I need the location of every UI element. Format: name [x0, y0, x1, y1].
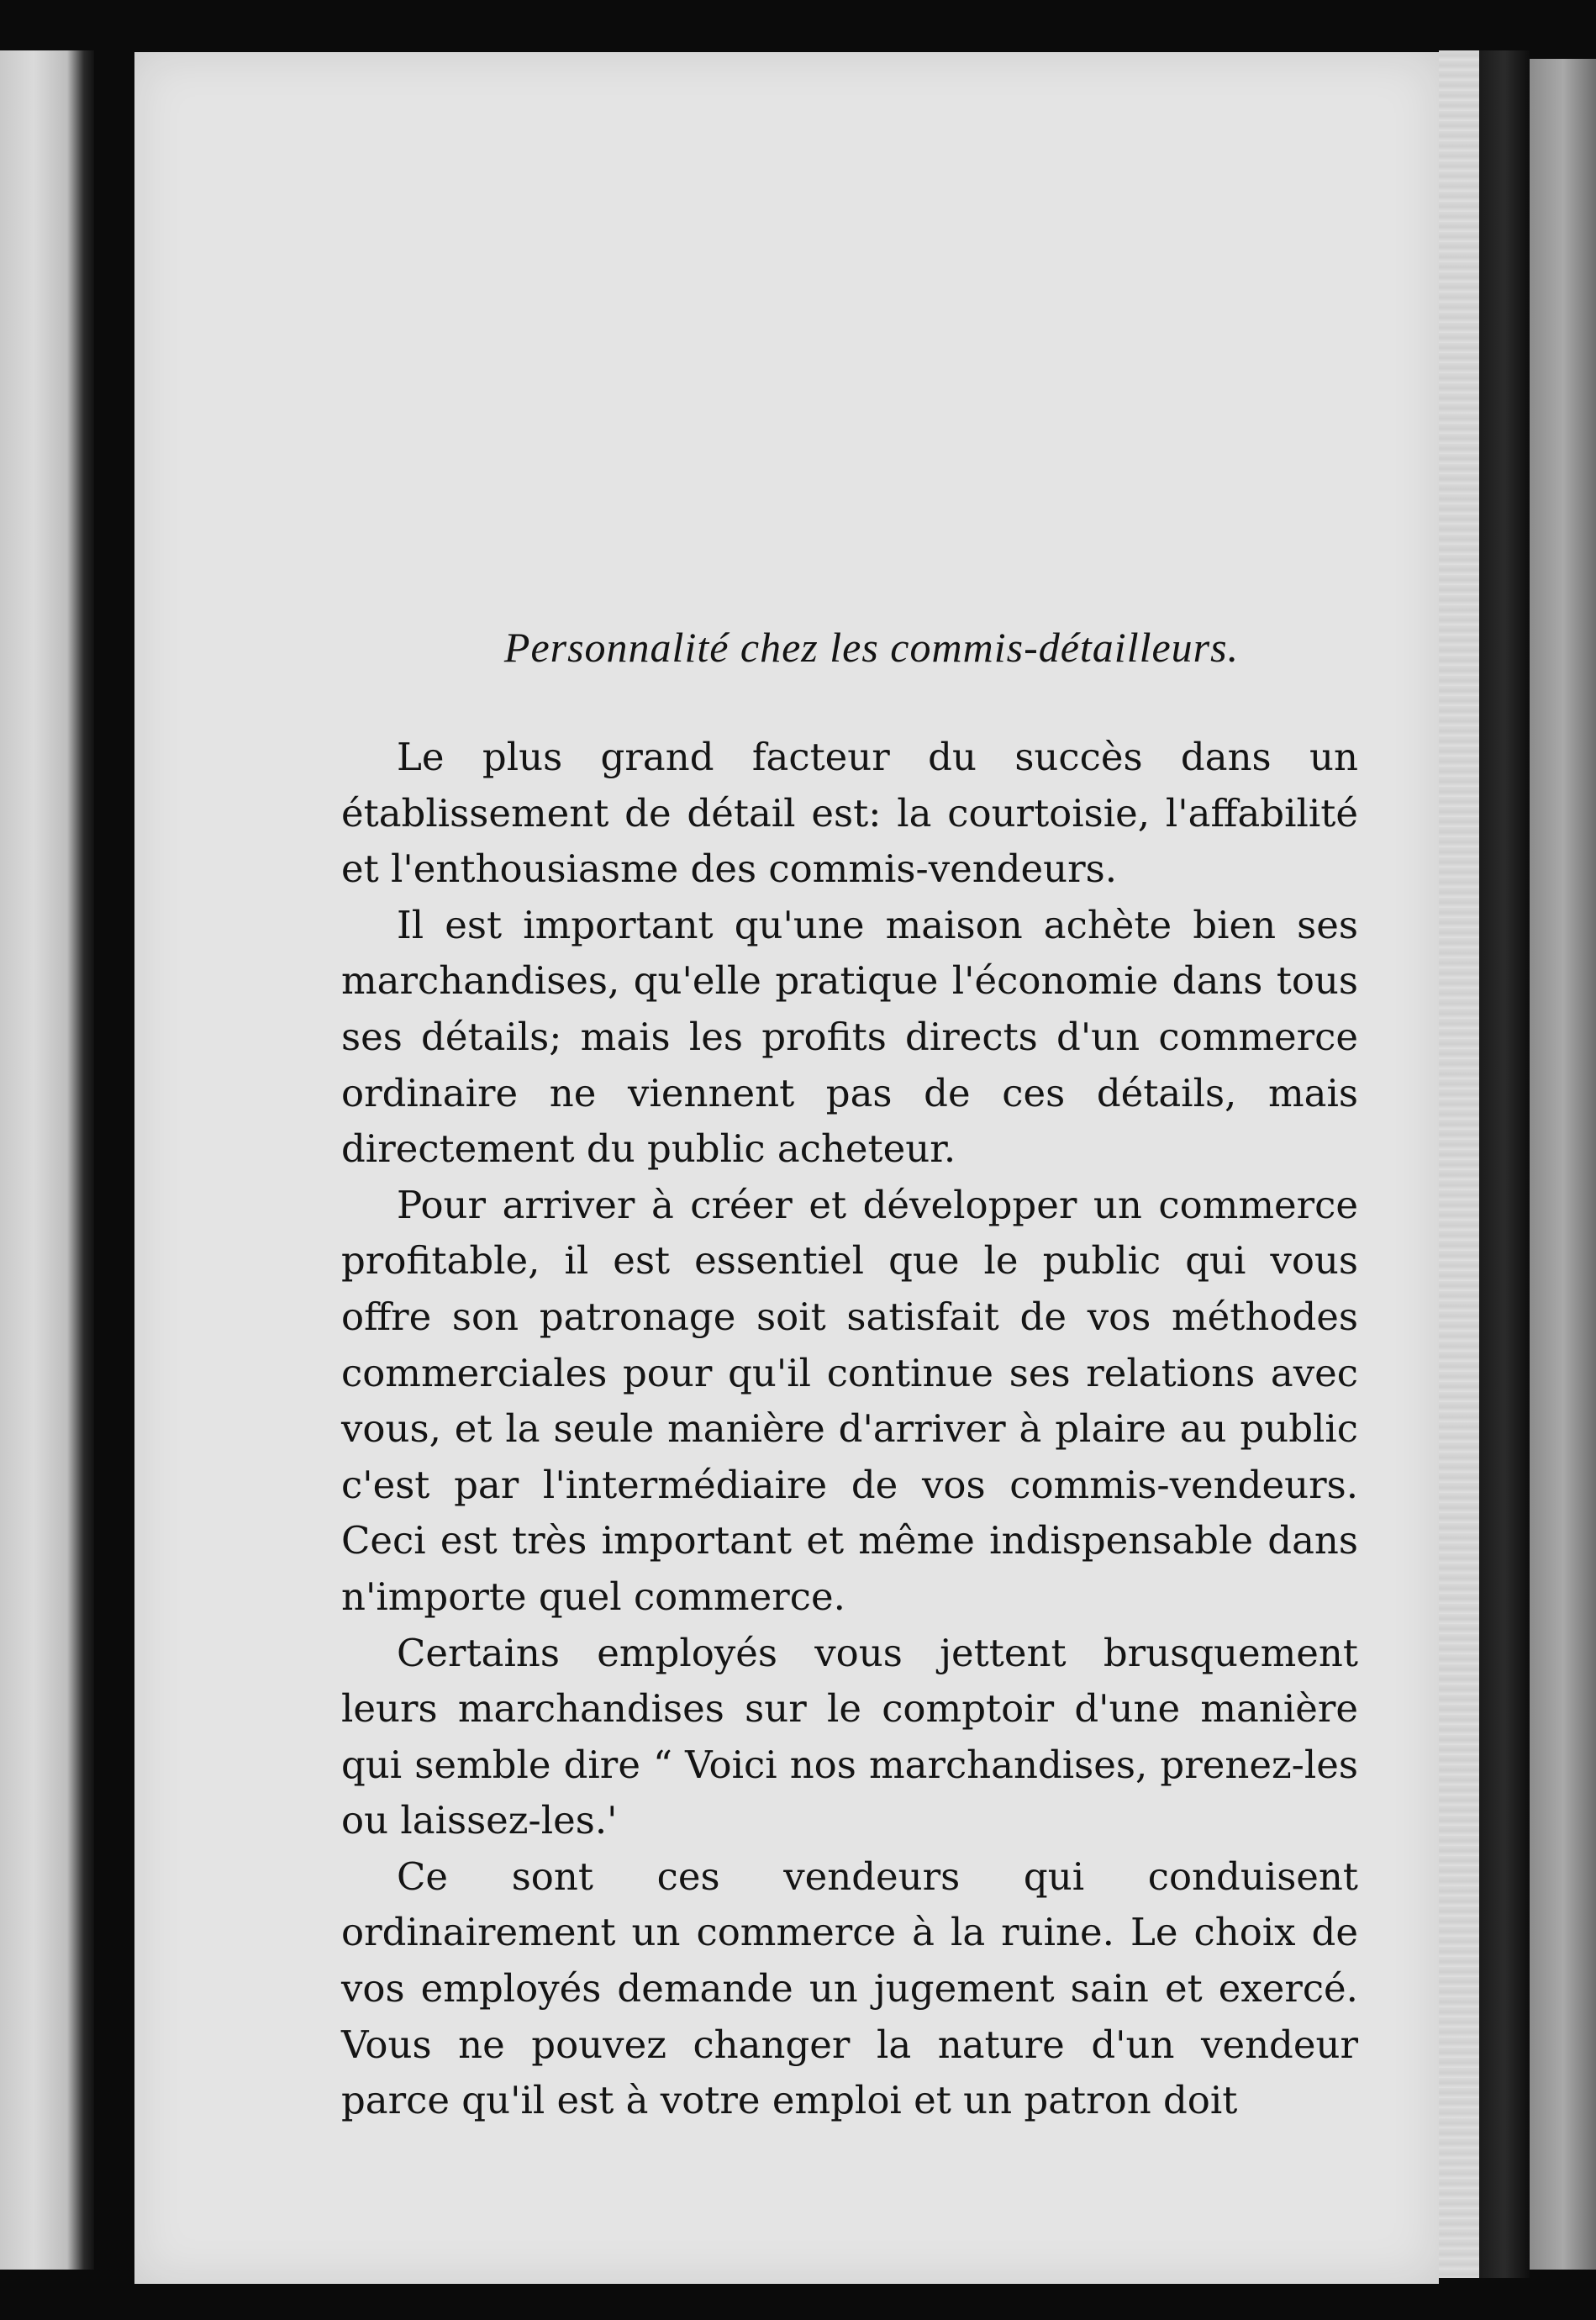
book-cover-edge: [1479, 50, 1530, 2278]
page-text-block: [341, 622, 1358, 2129]
paragraph-5: Ce sont ces vendeurs qui conduisent ordinairement un commerce à la ruine. Le choix de vos employés demande un jugement sain et exercé. Vous ne pouvez changer la nature d'un vendeur parce qu'il est à votre emploi et un patron doit: [341, 1853, 1358, 2123]
page-stack-edge: [1439, 50, 1479, 2278]
paragraph-2: Il est important qu'une maison achète bien ses marchandises, qu'elle pratique l'économie dans tous ses détails; mais les profits directs d'un commerce ordinaire ne viennent pas de ces détails, mais directement du public acheteur.: [341, 902, 1358, 1172]
outer-scan-border: [1530, 59, 1596, 2270]
previous-page-edge: [0, 50, 94, 2270]
paragraph-1: Le plus grand facteur du succès dans un établissement de détail est: la courtoisie, l'affabilité et l'enthousiasme des commis-vendeurs.: [341, 735, 1358, 892]
paragraph-3: Pour arriver à créer et développer un commerce profitable, il est essentiel que le public qui vous offre son patronage soit satisfait de vos méthodes commerciales pour qu'il continue ses relations avec vous, et la seule manière d'arriver à plaire au public c'est par l'intermédiaire de vos commis-vendeurs. Ceci est très important et même indispensable dans n'importe quel commerce.: [341, 1182, 1358, 1619]
paragraph-4: Certains employés vous jettent brusquement leurs marchandises sur le comptoir d'une manière qui semble dire “ Voici nos marchandises, prenez-les ou laissez-les.': [341, 1630, 1358, 1843]
section-title: Personnalité chez les commis-détailleurs.: [503, 624, 1240, 671]
